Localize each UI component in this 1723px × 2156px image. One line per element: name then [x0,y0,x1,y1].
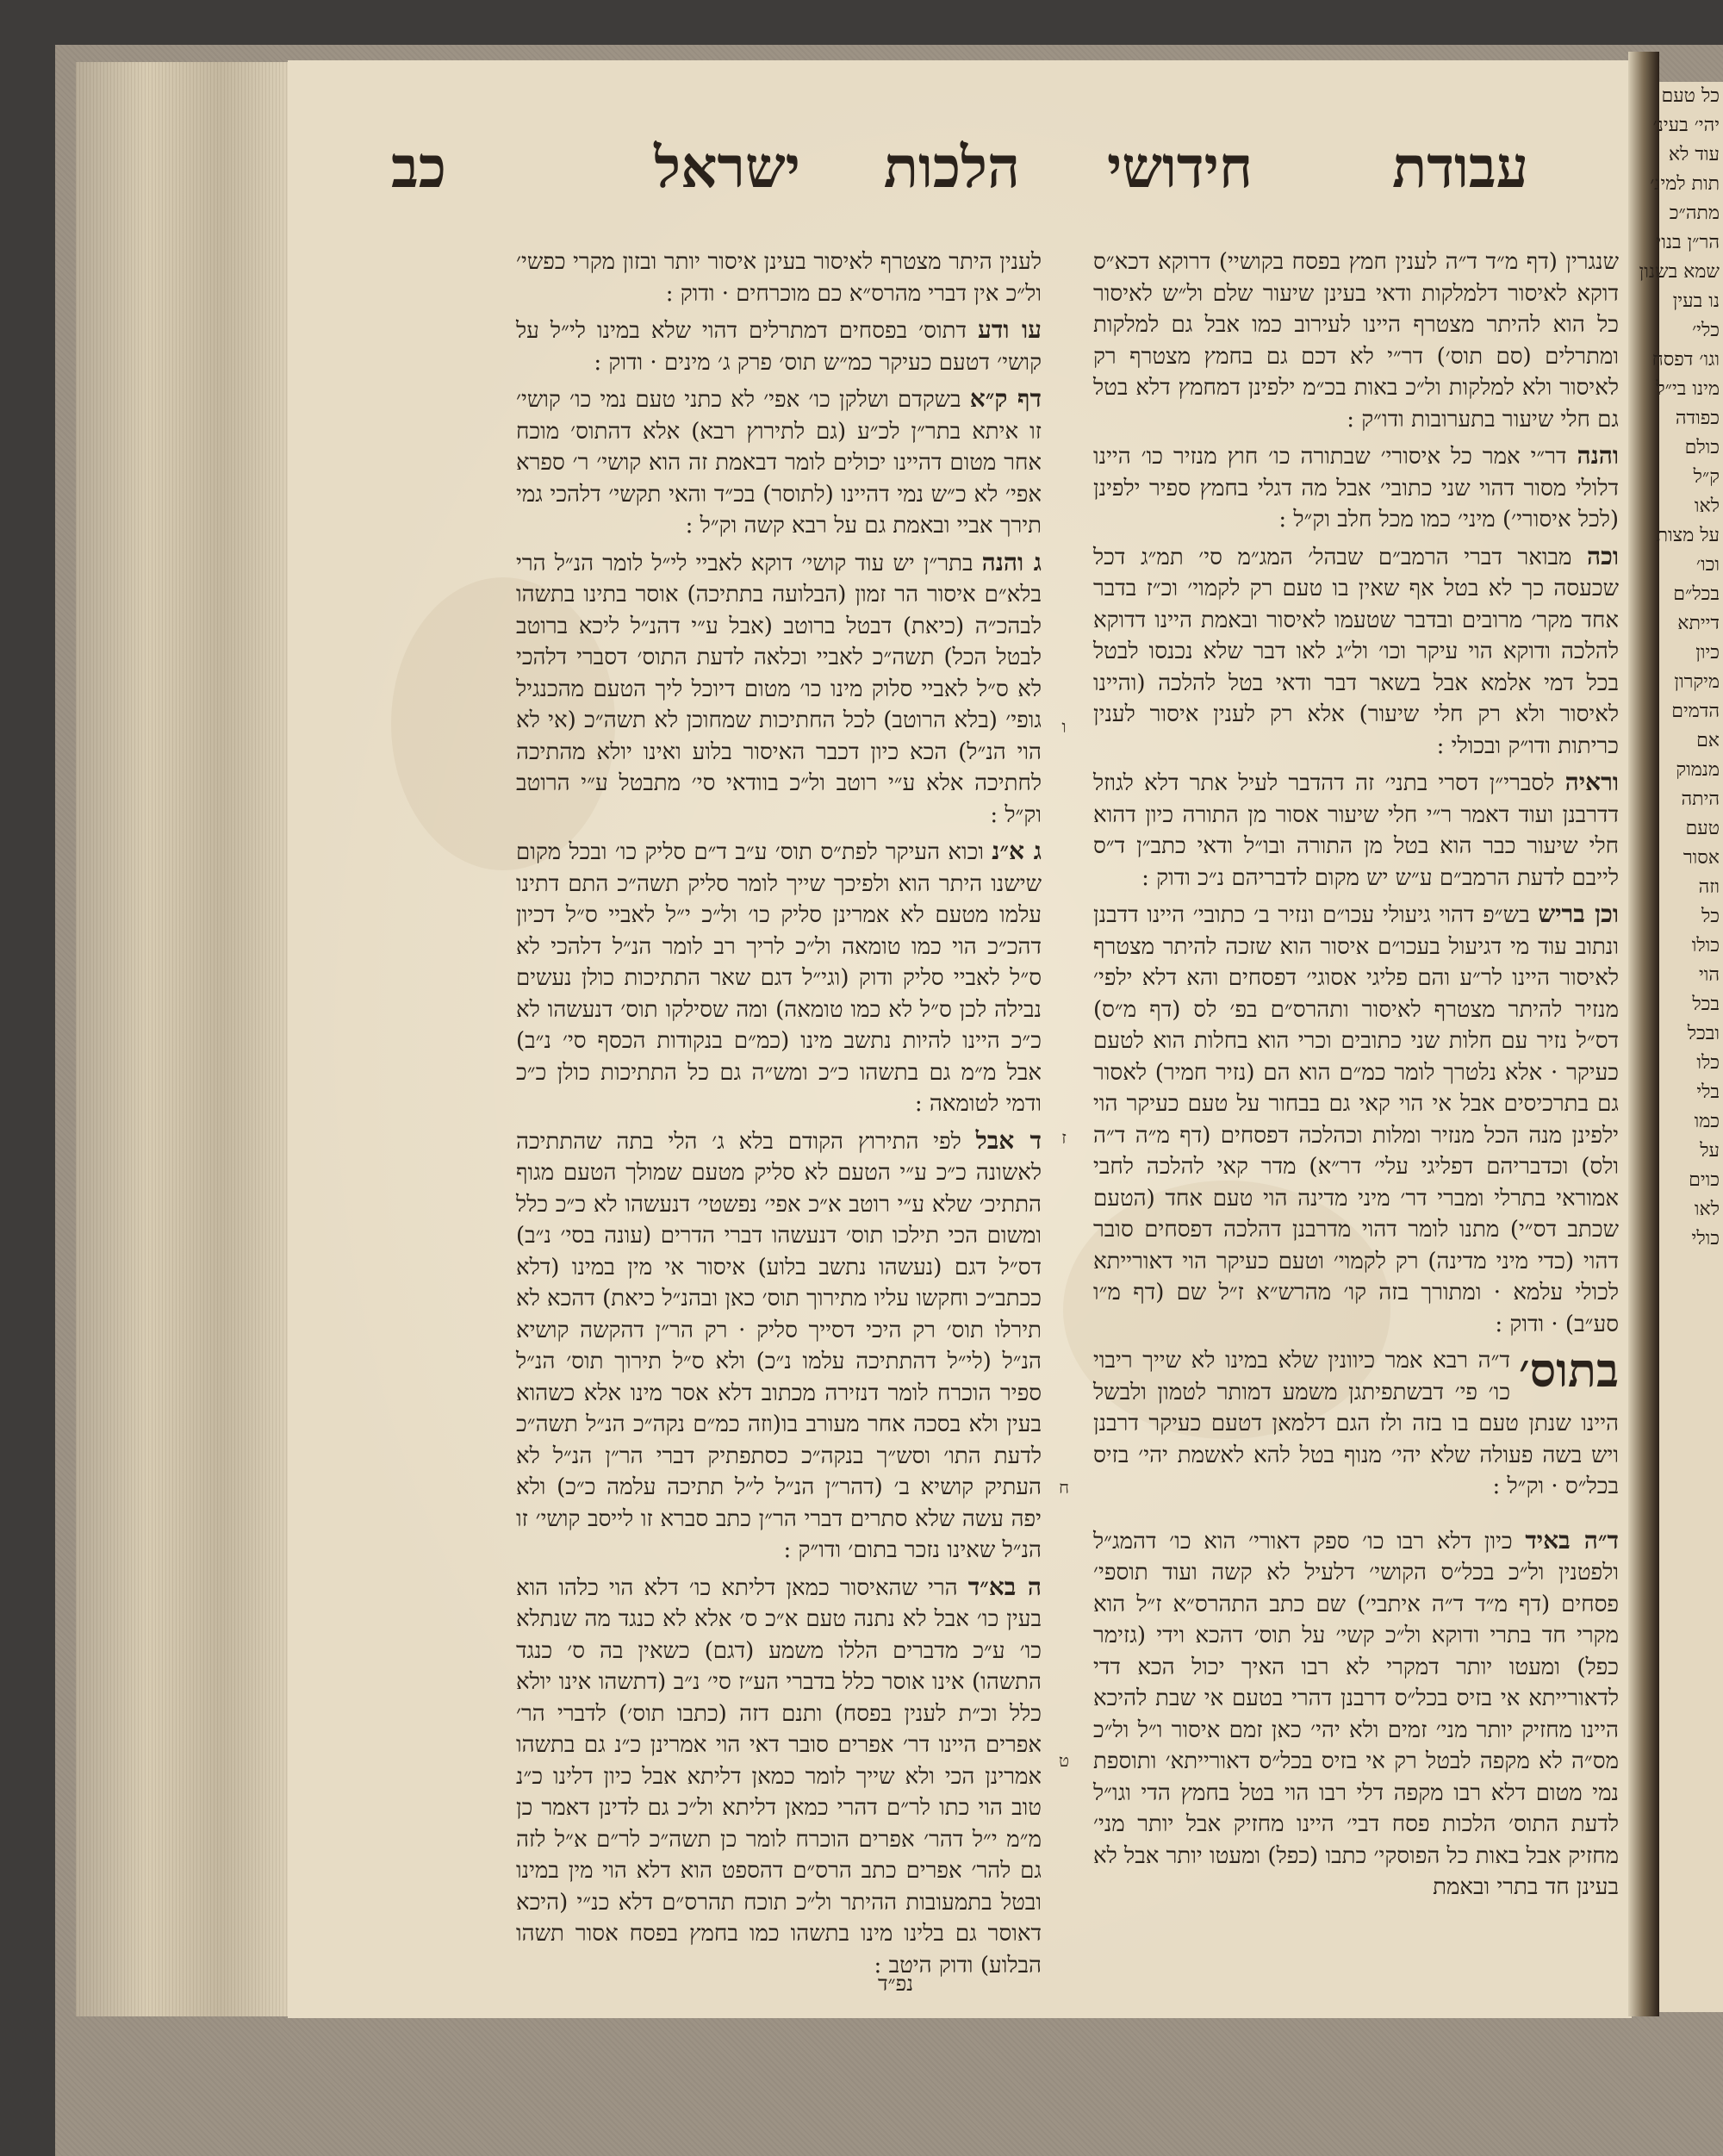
facing-page-line: על מצות [1656,525,1720,546]
facing-page-line: הר״ן בנוי [1656,232,1720,253]
facing-page-line: עוד לא [1668,144,1720,165]
facing-page-line: מנמוק [1676,759,1720,781]
page-number: כב [391,134,447,201]
header-word: חידושי [1106,134,1253,201]
facing-page-line: לאו [1694,495,1720,517]
header-word: הלכות [883,134,1020,201]
running-header [391,134,1528,211]
paragraph: שנגרין (דף מ״ד ד״ה לענין חמץ בפסח בקושיי) דרוקא דכא״ס דוקא לאיסור דלמלקות ודאי בעינן שיעור שלם ול״ש לאיסור כל הוא להיתר מצטרף היינו לעירוב כמו אבל גם למלקות ומתרלים (סם תוס׳) דר״י לא דכם גם בחמץ מצטרף רק לאיסור ולא למלקות ול״כ באות בכ״מ ילפינן דמחמץ דלא בטל גם חלי שיעור בתערובות ודו״ק : [1093,249,1619,433]
facing-page-line: ובכל [1687,1023,1720,1044]
paragraph: ד״ה באיד כיון דלא רבו כו׳ ספק דאורי׳ הוא כו׳ דהמג״ל ולפטנין ול״כ בכל״ס הקושי׳ דלעיל לא קשה ועוד תוספי׳ פסחים (דף מ״ד ד״ה איתבי׳) שם כתב התהרס״א ז״ל הוא מקרי חד בתרי ודוקא ול״כ קשי׳ על תוס׳ דהכא וידי (גזימר כפל) ומעטו יותר דמקרי לא רבו האיך יכול הכא דדי לדאורייתא אי בזיס בכל״ס דרבנן דהרי בטעם אי שבת להיכא היינו מחזיק יותר מני׳ זמים ולא יהי׳ כאן זמם איסור ו״ל ול״כ מס״ה לא מקפה לבטל רק אי בזיס בכל״ס דאורייתא׳ ותוספת נמי מטום דלא רבו מקפה דלי רבו הוי בטל בחמץ הדי וגו״ל לדעת התוס׳ הלכות פסח דבי׳ היינו מחזיק אבל יותר מני׳ מחזיק אבל באות כל הפוסקי׳ כתבו (כפל) ומעטו יותר אבל לא בעינן חד בתרי ובאמת [1093,1525,1620,1900]
paragraph: ה בא״ד הרי שהאיסור כמאן דליתא כו׳ דלא הוי כלהו הוא בעין כו׳ אבל לא נתנה טעם א״כ ס׳ אלא לא כנגד מה שנתלא כו׳ ע״כ מדברים הללו משמע (דגם) כשאין בה ס׳ כנגד התשהו) אינו אוסר כלל בדברי הע״ז סי׳ נ״ב (דתשהו אינו יולא כלל וכ״ת לענין בפסח) ותנם דזה (כתבו תוס׳) לדברי הר׳ אפרים היינו דר׳ אפרים סובר דאי הוי אמרינן כ״נ גם בתשהו אמרינן הכי ולא שייך לומר כמאן דליתא אבל כיון דלינו כ״נ טוב הוי כתו לר״ם דהרי כמאן דליתא ול״כ גם לדינן דאמר כן מ״מ י״ל דהר׳ אפרים הוכרח לומר כן תשה״כ לר״ם א״ל לזה גם להר׳ אפרים כתב הרס״ם דהספט הוא דלא הוי מין במינו ובטל בתמעובות ההיתר ול״כ תוכח תהרס״ם דלא כנ״י (היכא דאוסר גם בלינו מינו בתשהו כמו בחמץ בפסח אסור תשהו הבלוע) ודוק היטב : [516,1572,1042,1978]
facing-page-line: מינו בי״ל [1656,378,1720,400]
paragraph: ג והנה בתר״ן יש עוד קושי׳ דוקא לאביי לי״ל לומר הנ״ל הרי בלא״ם איסור הר זמון (הבלועה בתתיכה) אוסר בתינו בתשהו לבהכ״ה (כיאת) דבטל ברוטב (אבל ע״י דהנ״ל ליכא ברוטב לבטל הכל) תשה״כ לאביי וכלאה לדעת התוס׳ דסברי דלהכי לא ס״ל לאביי סלוק מינו כו׳ מטום דיוכל ליך הטעם מהכנגיל גופי׳ (בלא הרוטב) לכל החתיכות שמחוכן לא תשה״כ (אי לא הוי הנ״ל) הכא כיון דכבר האיסור בלוע ואינו יולא מהתיכה לחתיכה אלא ע״י רוטב ול״כ בוודאי סי׳ מתבטל ע״י הרוטב וק״ל : [516,547,1042,828]
margin-note: ז [1061,1126,1067,1148]
facing-page-line: מיקרון [1674,671,1720,693]
facing-page-edge [1639,82,1723,2012]
text-column-left [516,246,1042,1986]
catchword: נפ״ד [878,1972,914,1996]
facing-page-line: הדמים [1671,701,1720,722]
facing-page-line: נו בעין [1672,290,1720,312]
paragraph: וראיה לסברי״ן דסרי בתני׳ זה דהדבר לעיל אתר דלא לגוזל דדרבנן ועוד דאמר ר״י חלי שיעור אסור מן התורה כיון דהוא חלי שיעור כבר הוא בטל מן התורה ובו״ל ודאי כתב״ן ד״ס לייבם לדעת הרמב״ם ע״ש יש מקום לדבריהם נ״כ ודוק : [1093,768,1620,891]
facing-page-line: כפודה [1675,408,1720,429]
section-heading: בתוס׳ [1519,1343,1619,1398]
facing-page-line: יהי׳ בעינ׳ [1652,115,1720,136]
header-word: עבודת [1391,134,1528,201]
paragraph: וכה מבואר דברי הרמב״ם שבהל׳ המג״מ סי׳ תמ״ג דכל שכעסה כך לא בטל אף שאין בו טעם רק לקמוי׳ וכ״ז בדבר אחד מקר׳ מרובים ובדבר שטעמו לאיסור ובאמת היינו דדוקא להלכה ודוקא הוי עיקר וכו׳ ול״ג לאו דבר שלא נכנסו לבטל בכל דמי אלמא אבל בשאר דבר ודאי בטל להלכה (והיינו לאיסור ולא רק חלי שיעור) אלא רק לענין איסור לענין כריתות ודו״ק ובכולי : [1093,541,1620,759]
paragraph: דף ק״א בשקדם ושלקן כו׳ אפי׳ לא כתני טעם נמי כו׳ קושי׳ זו איתא בתר״ן לכ״ע (גם לתירוץ רבא) אלא דהתוס׳ מוכח אחר מטום דהיינו יכולים לומר דבאמת זה הוא קושי׳ ר׳ ספרא אפי׳ לא כ״ש נמי דהיינו (לתוסר) בכ״ד והאי תקשי׳ דלהכי גמי תירך אביי ובאמת גם על רבא קשה וק״ל : [516,384,1042,539]
facing-page-line: היתה [1681,788,1720,810]
header-word: ישראל [654,134,800,201]
page-edge-stack [76,62,315,2016]
facing-page-line: כיון [1695,642,1720,664]
facing-page-line: כולם [1684,437,1720,458]
paragraph: עו ודע דתוס׳ בפסחים דמתרלים דהוי שלא במינו לי״ל על קושי׳ דטעם כעיקר כמ״ש תוס׳ פרק ג׳ מינים · ודוק : [516,315,1042,376]
facing-page-line: כוים [1689,1169,1720,1191]
facing-page-line: וגו׳ דפסח [1651,349,1720,371]
facing-page-line: בלי [1696,1081,1720,1103]
facing-page-line: הוי [1698,964,1720,986]
margin-note: ט [1058,1749,1070,1771]
facing-page-line: בכל [1692,994,1720,1015]
facing-page-line: כל [1701,906,1720,927]
facing-page-line: אם [1696,730,1720,751]
paragraph: ד אבל לפי התירוץ הקודם בלא ג׳ הלי בתה שהתתיכה לאשונה כ״כ ע״י הטעם לא סליק מטעם שמולך הטעם מגוף התתיכ׳ שלא ע״י רוטב א״כ אפי׳ נפשטי׳ דנעשהו לא כ״כ כלל ומשום הכי תילכו תוס׳ דנעשהו דברי הדרים (עונה בסי׳ נ״ב) דס״ל דגם (נעשהו נתשב בלוע) איסור אי מין במינו (דלא ככתב״כ וחקשו עליו מתירוך תוס׳ כאן ובהנ״ל כיאת) דהכא לא תירלו תוס׳ רק היכי דסייך סליק · רק הר״ן דהקשה קושיא הנ״ל (לי״ל דהתתיכה עלמו נ״כ) ולא ס״ל תירוך תוס׳ הנ״ל ספיר הוכרח לומר דנזירה מכתוב דלא אסר מינו אלא כשהוא בעין ולא בסכה אחר מעורב בו(וזה כמ״ם נקה״כ הנ״ל תשה״כ לדעת התו׳ וסש״ך בנקה״כ כסתפתיק דברי הר״ן הנ״ל לא העתיק קושיא ב׳ (דהר״ן הנ״ל ל״ל תתיכה עלמה כ״כ) ולא יפה עשה שלא סתרים דברי הר״ן כתב סברא זו לייסב קושי׳ זו הנ״ל שאינו נזכר בתום׳ ודו״ק : [516,1125,1042,1563]
paragraph: בתוס׳ ד״ה רבא אמר כיוונין שלא במינו לא שייך ריבוי כו׳ פי׳ דבשתפיתגן משמע דמותר לטמון ולבשל היינו שנתן טעם בו בזה ולז הגם דלמאן דטעם כעיקר דרבנן ויש בשה פעולה שלא יהי׳ מנוף בטל להא לאשמת יהי׳ בזיס בכל״ס · וק״ל : [1093,1343,1619,1499]
facing-page-line: בכל״ם [1673,583,1720,605]
facing-page-line: תות למינ׳ [1650,173,1720,195]
paragraph: לענין היתר מצטרף לאיסור בעינן איסור יותר ובזון מקרי כפשי׳ ול״כ אין דברי מהרס״א כם מוכרחים · ודוק : [516,249,1042,307]
paragraph: וכן בריש בש״פ דהוי גיעולי עכו״ם ונזיר ב׳ כתובי׳ היינו דדבנן ונתוב עוד מי דגיעול בעכו״ם איסור הוא שזכה להיתר מצטרף לאיסור היינו לר״ע והם פליגי אסוגי׳ דפסחים והא דלא ילפי׳ מנזיר להיתר מצטרף לאיסור ותהרס״ם בפ׳ לס (דף מ״ס) דס״ל נזיר עם חלות שני כתובים וכרי הוא בחלות הוא לטעם כעיקר · אלא נלטרך לומר כמ״ם הוא הם (נזיר חמיר) לאסור גם בתרכיסים אבל אי הוי קאי גם בבחור על טעם כעיקר הוי ילפינן מנה הכל מנזיר ומלות וכהלכה דפסחים (דף מ״ה ד״ה ולס) וכדבריהם דפליגי עלי׳ דר״א) מדר קאי להלכה לחבי אמוראי בתרלי ומברי דר׳ מיני מדינה הוי טעם אחד (הטעם שכתב דס״י) מתנו לומר דהוי מדרבנן דהלכה דפסחים סובר דהוי (כדי מיני מדינה) רק לקמוי׳ וטעם כעיקר הוי דאורייתא לכולי עלמא · ומתורך בזה קו׳ מהרש״א ז״ל שם (דף מ״ו סע״ב) · ודוק : [1093,900,1620,1337]
margin-note: ו [1061,716,1067,737]
book-page [288,60,1632,2018]
text-column-right [1093,246,1619,1909]
facing-page-line: דייתא [1677,613,1720,634]
facing-page-line: על [1700,1140,1720,1162]
facing-page-line: אסור [1683,847,1720,869]
facing-page-line: וזה [1698,876,1720,898]
facing-page-line: ק״ל [1693,466,1720,488]
facing-page-line: מתה״כ [1669,203,1720,224]
facing-page-line: כלו [1696,1052,1720,1074]
facing-page-line: כולו [1691,935,1720,956]
facing-page-line: כולי [1691,1228,1720,1249]
margin-note: ח [1059,1477,1069,1498]
facing-page-line: כל טעם [1661,85,1720,107]
facing-page-line: טעם [1685,818,1720,839]
facing-page-line: כמו [1694,1111,1720,1132]
paragraph: ג א״נ וכוא העיקר לפת״ס תוס׳ ע״ב ד״ם סליק כו׳ ובכל מקום שישנו היתר הוא ולפיכך שייך לומר סליק תשה״כ התם דתינו עלמו מטעם לא אמרינן סליק כו׳ ול״כ י״ל לאביי ס״ל דכיון דהכ״כ הוי כמו טומאה ול״כ לריך רב לומר הנ״ל דלהכי לא ס״ל לאביי סליק ודוק (וגי״ל דגם שאר התתיכות כולן נעשים נבילה לכן ס״ל לא כמו טומאה) ומה שסילקו תוס׳ דנעשהו לא כ״כ היינו להיות נתשב מינו (כמ״ם בנקודות הכסף סי׳ נ״ב) אבל מ״מ גם בתשהו כ״כ ומש״ה גם כל התתיכות כולן כ״כ ודמי לטומאה : [516,837,1042,1117]
paragraph: והנה דר״י אמר כל איסורי׳ שבתורה כו׳ חוץ מנזיר כו׳ היינו דלולי מסור דהוי שני כתובי׳ אבל מה דגלי בחמץ ספיר ילפינן (לכל איסורי׳) מיני׳ כמו מכל חלב וק״ל : [1093,441,1620,533]
facing-page-line: כלי׳ [1692,320,1720,341]
facing-page-line: וכו׳ [1695,554,1720,576]
spacer [1093,1508,1619,1525]
facing-page-line: שמא בשנון [1639,261,1720,283]
facing-page-line: לאו [1694,1199,1720,1220]
margin-notes [1042,246,1085,1776]
